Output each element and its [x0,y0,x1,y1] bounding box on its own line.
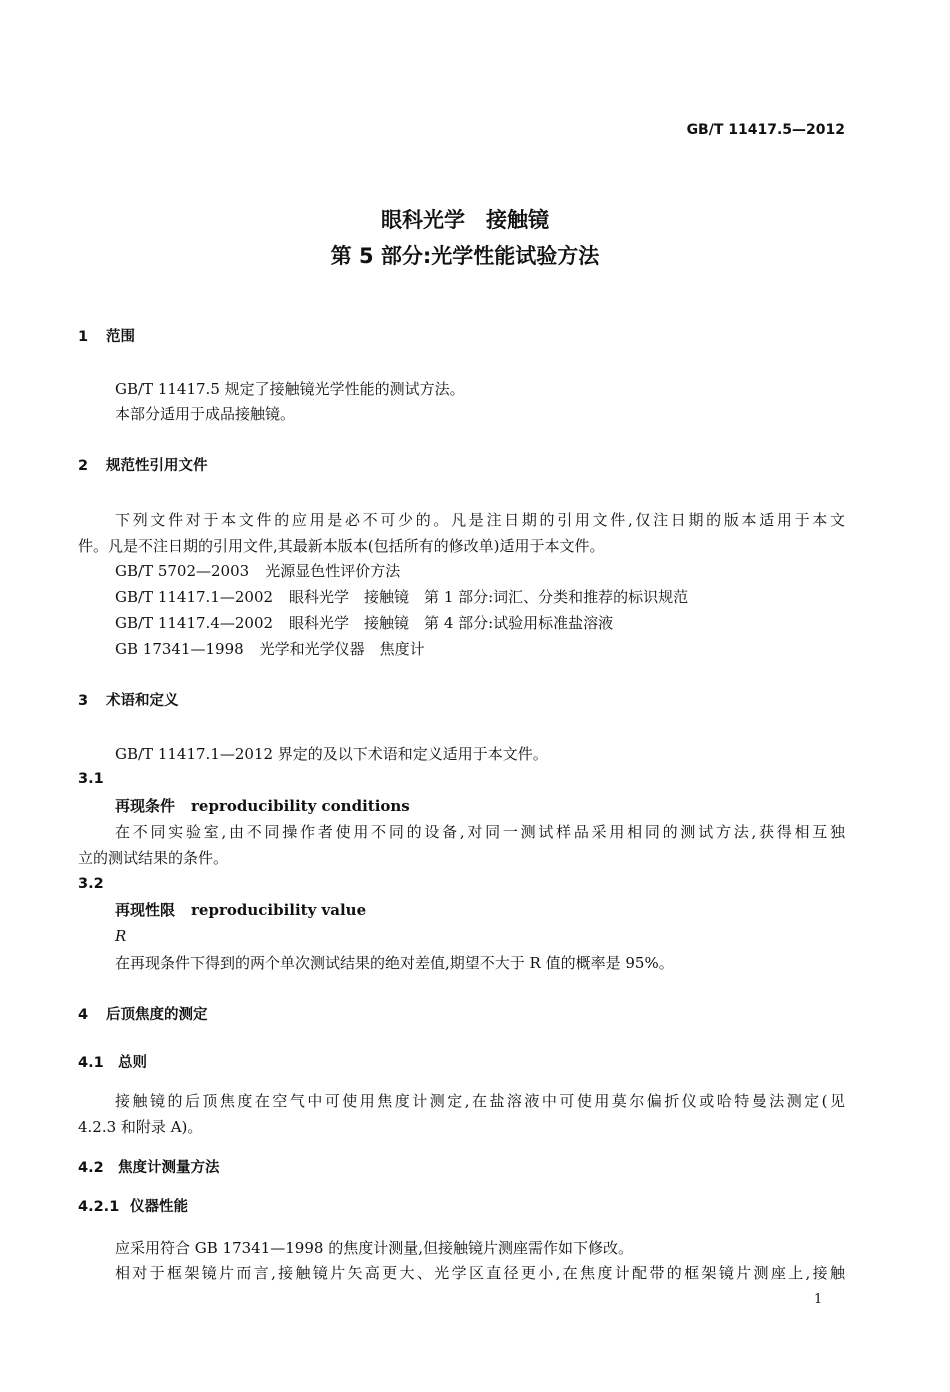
section-number: 2 [78,458,89,474]
term-definition: 在不同实验室,由不同操作者使用不同的设备,对同一测试样品采用相同的测试方法,获得相互独 [115,823,845,841]
reference-title: 眼科光学 接触镜 第 1 部分:词汇、分类和推荐的标识规范 [289,588,689,606]
term-en: reproducibility conditions [191,797,410,815]
reference-code: GB 17341—1998 [115,640,244,658]
subsection-4-2-heading [78,1158,220,1178]
reference-item [115,613,613,633]
section-number: 1 [78,329,89,345]
section-number: 3 [78,693,89,709]
section-title: 范围 [106,329,135,345]
subsection-4-2-1-heading [78,1197,188,1217]
reference-code: GB/T 11417.4—2002 [115,614,274,632]
term-zh: 再现条件 [115,797,176,815]
section-number: 4.2 [78,1160,104,1176]
section-2-heading [78,456,208,476]
section-title: 后顶焦度的测定 [106,1007,208,1023]
term-symbol: R [115,927,127,945]
section-title: 焦度计测量方法 [118,1160,220,1176]
section-title: 规范性引用文件 [106,458,208,474]
reference-title: 眼科光学 接触镜 第 4 部分:试验用标准盐溶液 [289,614,614,632]
section-title: 仪器性能 [130,1199,188,1215]
reference-item [115,561,400,581]
term-definition: 在再现条件下得到的两个单次测试结果的绝对差值,期望不大于 R 值的概率是 95%。 [115,954,674,972]
paragraph: GB/T 11417.5 规定了接触镜光学性能的测试方法。 [115,380,465,398]
subsection-4-1-heading [78,1053,147,1073]
term-zh: 再现性限 [115,901,176,919]
reference-code: GB/T 11417.1—2002 [115,588,274,606]
term-name [115,796,410,816]
paragraph: 本部分适用于成品接触镜。 [115,405,296,423]
term-number: 3.2 [78,876,104,892]
paragraph: GB/T 11417.1—2012 界定的及以下术语和定义适用于本文件。 [115,745,548,763]
paragraph: 4.2.3 和附录 A)。 [78,1118,203,1136]
section-number: 4.1 [78,1055,104,1071]
section-1-heading [78,327,135,347]
paragraph: 相对于框架镜片而言,接触镜片矢高更大、光学区直径更小,在焦度计配带的框架镜片测座上,接触 [115,1264,845,1282]
page-number: 1 [814,1292,823,1307]
section-number: 4.2.1 [78,1199,120,1215]
document-subtitle: 第 5 部分:光学性能试验方法 [330,244,600,268]
section-number: 4 [78,1007,89,1023]
reference-item [115,587,688,607]
term-number: 3.1 [78,771,104,787]
paragraph: 应采用符合 GB 17341—1998 的焦度计测量,但接触镜片测座需作如下修改。 [115,1239,633,1257]
section-title: 总则 [118,1055,147,1071]
paragraph: 接触镜的后顶焦度在空气中可使用焦度计测定,在盐溶液中可使用莫尔偏折仪或哈特曼法测定(见 [115,1092,845,1110]
reference-title: 光源显色性评价方法 [265,562,401,580]
standard-code: GB/T 11417.5—2012 [686,122,845,138]
paragraph: 件。凡是不注日期的引用文件,其最新本版本(包括所有的修改单)适用于本文件。 [78,537,605,555]
document-title: 眼科光学 接触镜 [381,208,549,232]
section-4-heading [78,1005,208,1025]
term-definition: 立的测试结果的条件。 [78,849,229,867]
term-en: reproducibility value [191,901,367,919]
term-name [115,900,366,920]
section-3-heading [78,691,179,711]
paragraph: 下列文件对于本文件的应用是必不可少的。凡是注日期的引用文件,仅注日期的版本适用于本文 [115,511,845,529]
reference-item [115,639,425,659]
section-title: 术语和定义 [106,693,179,709]
reference-title: 光学和光学仪器 焦度计 [259,640,425,658]
reference-code: GB/T 5702—2003 [115,562,250,580]
